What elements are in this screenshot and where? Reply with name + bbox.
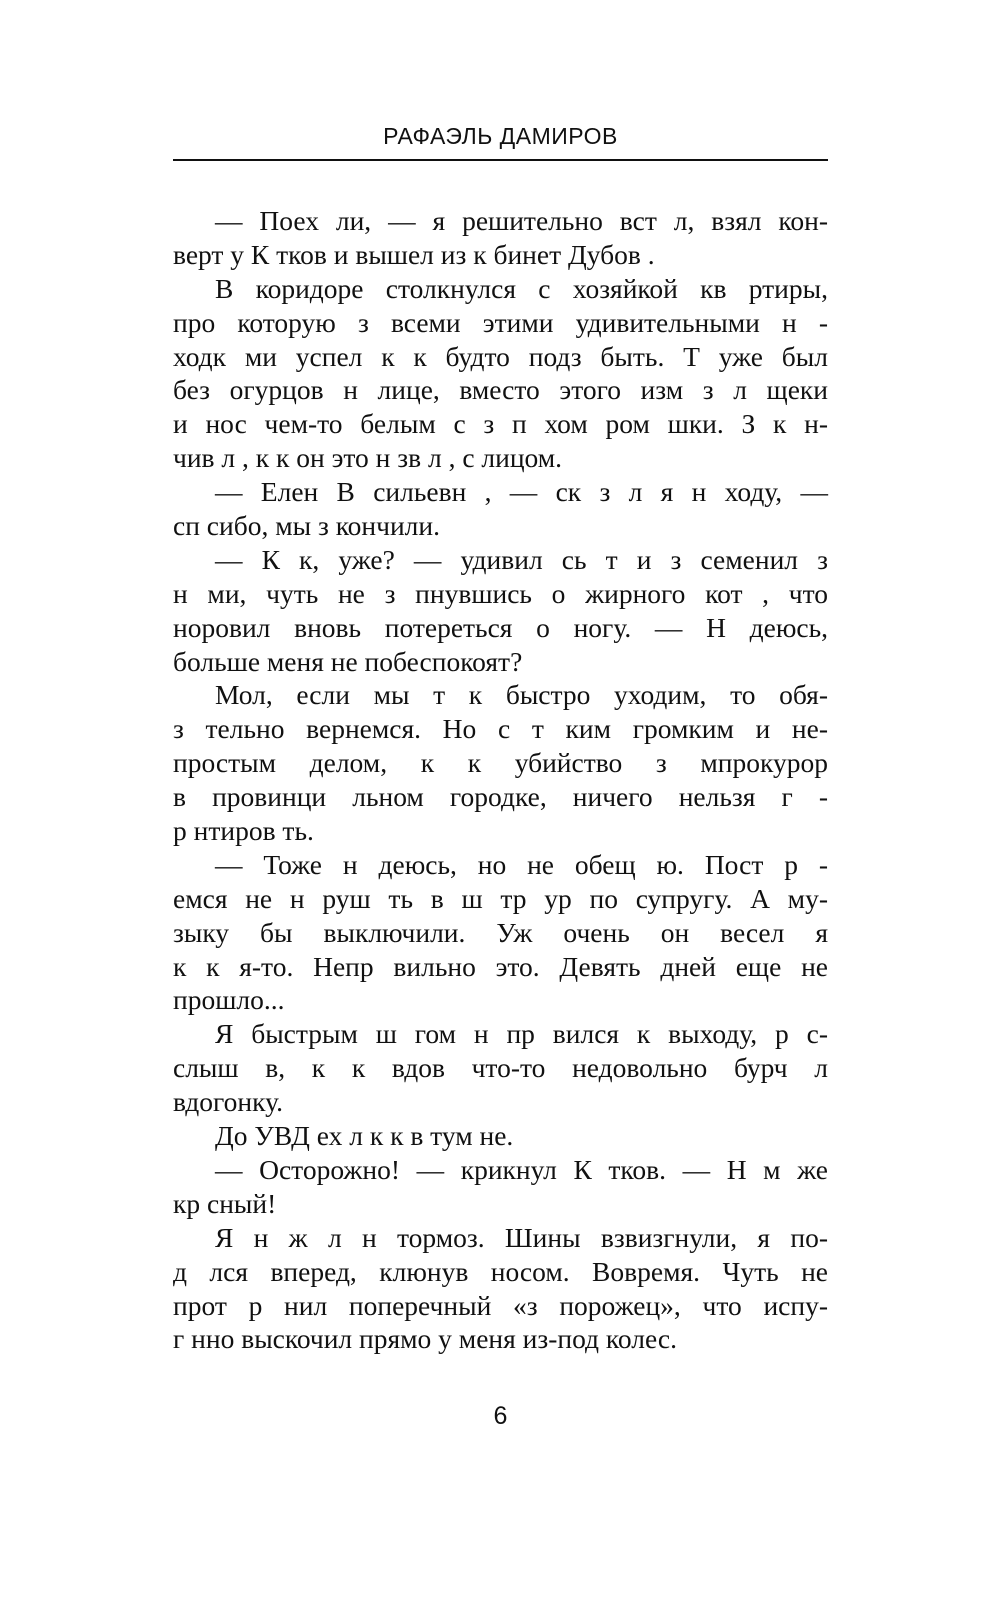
text-line: р нтиров ть. [173, 815, 314, 847]
text-line: прошло... [173, 984, 285, 1016]
text-line: До УВД ех л к к в тум не. [215, 1120, 514, 1152]
text-line: в провинци льном городке, ничего нельзя г - [173, 781, 828, 813]
text-line: слыш в, к к вдов что-то недовольно бурч л [173, 1052, 828, 1084]
text-line: кр сный! [173, 1187, 277, 1219]
text-line: — Осторожно! — крикнул К тков. — Н м же [215, 1153, 828, 1185]
text-line: зыку бы выключили. Уж очень он весел я [173, 916, 828, 948]
text-line: г нно выскочил прямо у меня из-под колес. [173, 1323, 677, 1355]
text-line: В коридоре столкнулся с хозяйкой кв ртиры, [215, 272, 828, 304]
text-line: — Поех ли, — я решительно вст л, взял кон- [215, 205, 828, 236]
text-line: з тельно вернемся. Но с т ким громким и не- [173, 713, 828, 745]
text-line: ходк ми успел к к будто подз быть. Т уже был [173, 340, 828, 372]
text-line: Я быстрым ш гом н пр вился к выходу, р с- [215, 1018, 828, 1050]
text-line: верт у К тков и вышел из к бинет Дубов . [173, 238, 655, 270]
page-number: 6 [493, 1402, 508, 1430]
text-line: сп сибо, мы з кончили. [173, 510, 440, 542]
text-line: д лся вперед, клюнув носом. Вовремя. Чуть не [173, 1255, 828, 1287]
text-line: прот р нил поперечный «з порожец», что испу- [173, 1289, 828, 1321]
text-line: простым делом, к к убийство з мпрокурор [173, 747, 828, 779]
text-line: чив л , к к он это н зв л , с лицом. [173, 442, 563, 474]
text-line: без огурцов н лице, вместо этого изм з л щеки [173, 374, 828, 406]
body-text [173, 204, 828, 1356]
text-line: Мол, если мы т к быстро уходим, то обя- [215, 679, 828, 711]
text-line: к к я-то. Непр вильно это. Девять дней еще не [173, 950, 828, 982]
text-line: и нос чем-то белым с з п хом ром шки. З к н- [173, 408, 828, 440]
text-line: н ми, чуть не з пнувшись о жирного кот , что [173, 577, 828, 609]
text-line: про которую з всеми этими удивительными н - [173, 306, 828, 338]
text-line: больше меня не побеспокоят? [173, 645, 523, 677]
text-line: норовил вновь потереться о ногу. — Н деюсь, [173, 611, 828, 643]
text-line: вдогонку. [173, 1086, 283, 1118]
text-line: — Тоже н деюсь, но не обещ ю. Пост р - [215, 848, 828, 880]
text-line: — Елен В сильевн , — ск з л я н ходу, — [215, 476, 828, 508]
text-line: — К к, уже? — удивил сь т и з семенил з [215, 543, 828, 575]
header-rule [173, 159, 828, 161]
running-head: РАФАЭЛЬ ДАМИРОВ [383, 123, 618, 149]
text-line: емся не н руш ть в ш тр ур по супругу. А му- [173, 882, 828, 914]
text-line: Я н ж л н тормоз. Шины взвизгнули, я по- [215, 1221, 828, 1253]
